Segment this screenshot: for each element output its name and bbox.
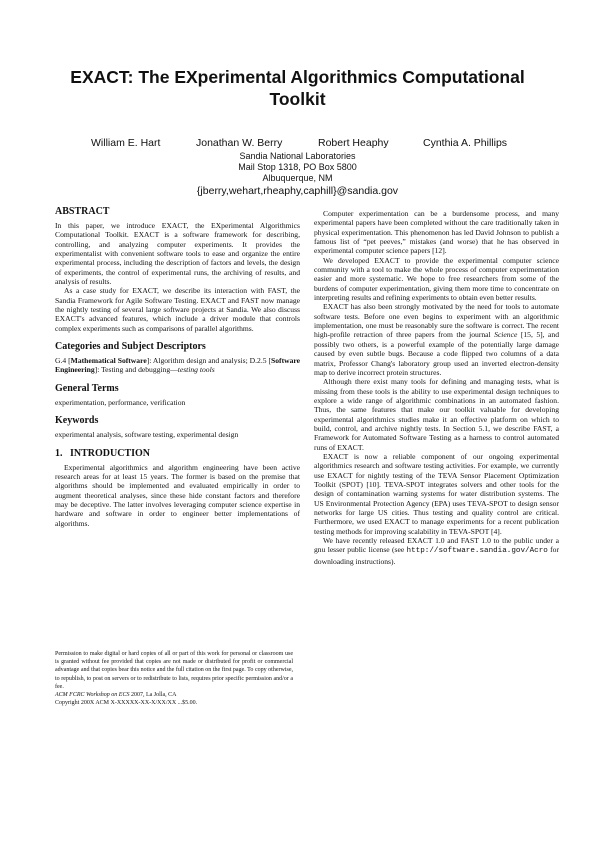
introduction-paragraph: Experimental algorithmics and algorithm engineering have been active research areas for at least 15 years. The former is based on the premise that algorithms should be implemented and evaluated empirically in order to augment theoretical analyses, since these hide constant factors and therefore may be deceptive. The latter involves leveraging computer science expertise in hardware and software in order to engineer better implementations of algorithms. (55, 462, 300, 528)
body-paragraph: Computer experimentation can be a burdensome process, and many experimental papers have been completed without the care traditionally taken in physical experimentation. This phenomenon has led David Johnson to publish a famous list of “pet peeves,” mistakes (and worse) that he has observed in experimental computer science papers [12]. (314, 209, 559, 256)
affiliation (0, 151, 595, 198)
general-terms-text: experimentation, performance, verification (55, 397, 186, 407)
paper-title: EXACT: The EXperimental Algorithmics Computational Toolkit (70, 67, 525, 109)
author-name: Cynthia A. Phillips (423, 137, 508, 149)
abstract-heading: ABSTRACT (55, 206, 110, 217)
abstract-paragraph: In this paper, we introduce EXACT, the EXperimental Algorithmics Computational Toolkit. EXACT is a software framework for describing, controlling, and analyzing computer experiments. It provides the experimentalist with convenient software tools to ease and organize the entire experimental process, including the description of factors and levels, the design of experiments, the control of experimental runs, the archiving of results, and analysis of results. (55, 221, 300, 287)
categories-heading: Categories and Subject Descriptors (55, 341, 206, 353)
author-email: {jberry,wehart,rheaphy,caphill}@sandia.gov (196, 185, 399, 197)
affiliation-org: Sandia National Laboratories (239, 151, 356, 161)
affiliation-city: Albuquerque, NM (262, 173, 333, 183)
body-paragraph: We developed EXACT to provide the experimental computer science community with a tool to make the whole process of computer experimentation easier and more systematic. We hope to free researchers from some of the burdens of computer experimentation, giving them more time to concentrate on interpreting results and refining experiments to obtain even better results. (314, 255, 559, 303)
keywords-text: experimental analysis, software testing, experimental design (55, 430, 239, 440)
author-name: Robert Heaphy (318, 137, 389, 149)
abstract-paragraph: As a case study for EXACT, we describe its interaction with FAST, the Sandia Framework for Agile Software Testing. EXACT and FAST now manage the nightly testing of several large software projects at Sandia. We also discuss EXACT's advanced features, which include a driver module that controls complex experiments such as comparisons of parallel algorithms. (55, 286, 300, 333)
body-paragraph: We have recently released EXACT 1.0 and FAST 1.0 to the public under a gnu lesser public license (see http://software.sandia.gov/Acro for downloading instructions). (314, 536, 559, 566)
author-name: William E. Hart (91, 137, 161, 149)
body-paragraph: Although there exist many tools for defining and managing tests, what is missing from these tools is the ability to use experimental design techniques to explore a wide range of algorithmic combinations in an automated fashion. Thus, the same features that make our toolkit valuable for developing experimental algorithmics studies make it an effective platform on which to build, control, and archive nightly tests. In Section 5.1, we describe FAST, a Framework for Automated Software Testing as a harness to control automated runs of EXACT. (314, 377, 559, 452)
venue-line: ACM FCRC Workshop on ECS 2007, La Jolla, CA (55, 692, 177, 699)
author-name: Jonathan W. Berry (196, 137, 283, 149)
download-url[interactable]: http://software.sandia.gov/Acro (406, 547, 548, 556)
categories-text: G.4 [Mathematical Software]: Algorithm design and analysis; D.2.5 [Software Engineering]: Testing and debugging—testing tools (55, 356, 300, 375)
introduction-heading: 1. INTRODUCTION (55, 447, 151, 459)
body-paragraph: EXACT has also been strongly motivated by the need for tools to automate software tests. Before one even begins to experiment with an algorithmic implementation, one must be reasonably sure the software is correct. The recent high-profile retraction of three papers from the journal Science [15, 5], and possibly two others, is a powerful example of the potentially large damage caused by even subtle bugs. Because a code flipped two columns of a data matrix, Professor Chang's laboratory group used an inverted electron-density map to derive incorrect protein structures. (314, 302, 560, 377)
general-terms-heading: General Terms (55, 382, 119, 394)
keywords-heading: Keywords (55, 415, 99, 427)
permission-notice: Permission to make digital or hard copies of all or part of this work for personal or classroom use is granted without fee provided that copies are not made or distributed for profit or commercial advantage and that copies bear this notice and the full citation on the first page. To copy otherwise, to republish, to post on servers or to redistribute to lists, requires prior specific permission and/or a fee. (55, 651, 293, 690)
copyright-footnote (55, 650, 293, 707)
affiliation-address: Mail Stop 1318, PO Box 5800 (238, 162, 357, 172)
right-column (314, 209, 559, 566)
copyright-line: Copyright 200X ACM X-XXXXX-XX-X/XX/XX ...$5.00. (55, 700, 198, 707)
body-paragraph: EXACT is now a reliable component of our ongoing experimental algorithmics research and software testing activities. For example, we currently use EXACT for nightly testing of the TEVA Sensor Placement Optimization Toolkit (SPOT) [10]. TEVA-SPOT integrates solvers and other tools for the design of contamination warning systems for water distribution systems. The US Environmental Protection Agency (EPA) uses TEVA-SPOT to design sensor networks for large US cities. Thus testing and quality control are critical. Furthermore, we used EXACT to manage experiments for a recent publication testing methods for improving scalability in TEVA-SPOT [4]. (314, 451, 559, 536)
left-column (55, 206, 300, 528)
